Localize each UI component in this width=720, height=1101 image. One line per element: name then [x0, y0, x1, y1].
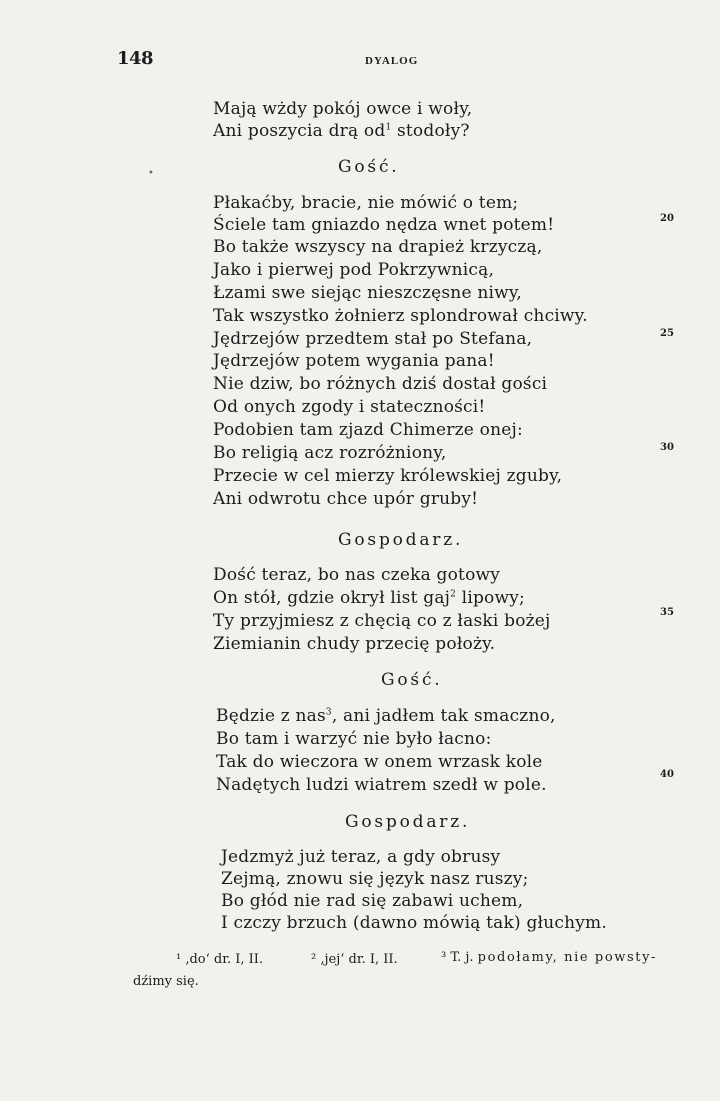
verse-line: Podobien tam zjazd Chimerze onej:	[213, 420, 523, 440]
speaker-heading: Gość.	[338, 157, 400, 177]
speaker-heading: Gospodarz.	[338, 530, 464, 550]
verse-line: Jako i pierwej pod Pokrzywnicą,	[213, 260, 495, 280]
verse-line: I czczy brzuch (dawno mówią tak) głuchym.	[221, 913, 607, 933]
footnote-3-continuation: dźimy się.	[133, 974, 199, 989]
page-number: 148	[117, 48, 154, 69]
footnote-ref: 3	[325, 707, 332, 718]
verse-line: Od onych zgody i stateczności!	[213, 397, 486, 417]
running-title: DYALOG	[365, 55, 419, 67]
verse-line: Jędrzejów potem wygania pana!	[213, 351, 495, 371]
verse-line: Będzie z nas$^3$, ani jadłem tak smaczno,	[216, 706, 556, 726]
verse-line: Ani odwrotu chce upór gruby!	[213, 489, 479, 509]
verse-line: Nadętych ludzi wiatrem szedł w pole.	[216, 775, 547, 795]
footnote-ref: 2	[450, 589, 457, 600]
speaker-heading: Gospodarz.	[345, 812, 471, 832]
line-number: 20	[660, 213, 674, 224]
verse-line: Jedzmyż już teraz, a gdy obrusy	[221, 847, 501, 867]
verse-line: Jędrzejów przedtem stał po Stefana,	[213, 329, 533, 349]
verse-line: Ani poszycia drą $od^1$ stodoły?	[213, 121, 470, 141]
verse-line: On stół, gdzie okrył list gaj$^2$ lipowy;	[213, 588, 525, 608]
verse-line: Przecie w cel mierzy królewskiej zguby,	[213, 466, 563, 486]
verse-line: Nie dziw, bo różnych dziś dostał gości	[213, 374, 548, 394]
verse-line: Bo głód nie rad się zabawi uchem,	[221, 891, 524, 911]
line-number: 30	[660, 442, 674, 453]
line-number: 25	[660, 328, 674, 339]
line-number: 40	[660, 769, 674, 780]
verse-line: Ty przyjmiesz z chęcią co z łaski bożej	[213, 611, 551, 631]
verse-line: Bo tam i warzyć nie było łacno:	[216, 729, 492, 749]
footnote-3: ³ T. j. podołamy, nie powsty-	[441, 950, 658, 965]
speaker-heading: Gość.	[381, 670, 443, 690]
print-speck: •	[148, 168, 154, 179]
line-number: 35	[660, 607, 674, 618]
footnote-2: ² ‚jej‘ dr. I, II.	[311, 952, 398, 967]
verse-line: Bo religią acz rozróżniony,	[213, 443, 447, 463]
verse-line: Bo także wszyscy na drapież krzyczą,	[213, 237, 543, 257]
verse-line: Łzami swe siejąc nieszczęsne niwy,	[213, 283, 523, 303]
verse-line: Mają wżdy pokój owce i woły,	[213, 99, 473, 119]
verse-line: Ściele tam gniazdo nędza wnet potem!	[213, 215, 555, 235]
verse-line: Ziemianin chudy przecię położy.	[213, 634, 496, 654]
footnote-ref: 1	[385, 122, 392, 133]
verse-line: Dość teraz, bo nas czeka gotowy	[213, 565, 501, 585]
verse-line: Tak do wieczora w onem wrzask kole	[216, 752, 543, 772]
footnote-1: ¹ ‚do‘ dr. I, II.	[176, 952, 264, 967]
verse-line: Tak wszystko żołnierz splondrował chciwy.	[213, 306, 588, 326]
verse-line: Zejmą, znowu się język nasz ruszy;	[221, 869, 529, 889]
verse-line: Płakaćby, bracie, nie mówić o tem;	[213, 193, 519, 213]
